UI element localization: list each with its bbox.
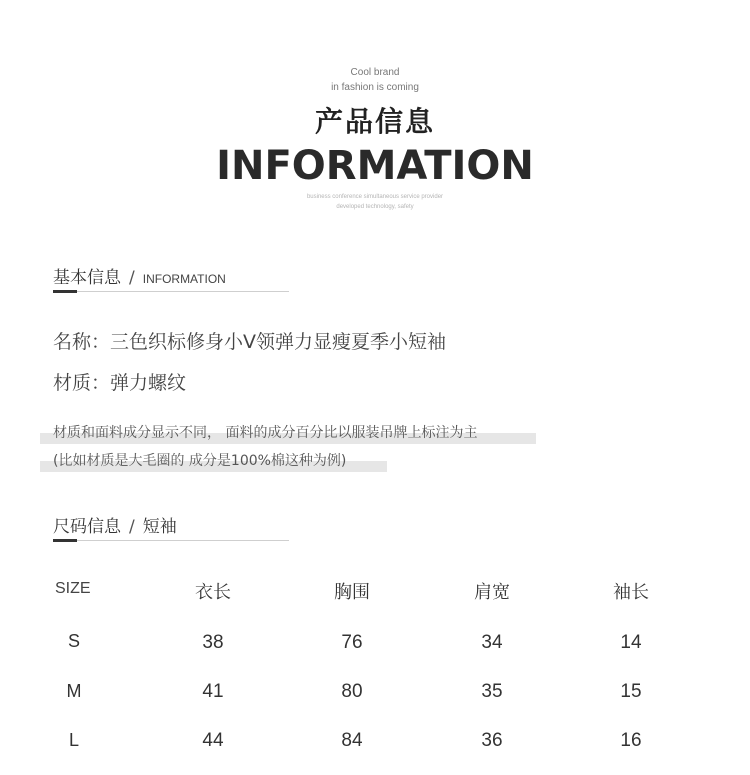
table-row-size: L (68, 730, 79, 750)
table-cell: 41 (202, 681, 224, 702)
product-material: 材质：弹力螺纹 (53, 372, 187, 394)
size-column-header: SIZE (55, 580, 91, 597)
basic-info-divider-accent (53, 290, 77, 293)
table-cell: 76 (341, 632, 363, 653)
table-row-size: S (67, 631, 80, 651)
column-header-chest: 胸围 (334, 582, 370, 603)
size-info-heading-sub: 短袖 (142, 517, 177, 537)
table-cell: 15 (620, 681, 642, 702)
size-info-divider-accent (53, 539, 77, 542)
size-info-heading (53, 512, 177, 537)
column-header-length: 衣长 (195, 582, 231, 603)
note-line-1: 材质和面料成分显示不同， 面料的成分百分比以服装吊牌上标注为主 (53, 425, 478, 441)
heading-separator: / (129, 517, 135, 537)
basic-info-heading-en: INFORMATION (142, 272, 226, 286)
basic-info-divider (53, 291, 289, 292)
heading-separator: / (129, 268, 135, 288)
basic-info-heading-cn: 基本信息 (53, 268, 121, 288)
table-cell: 34 (481, 632, 503, 653)
brand-line-2: in fashion is coming (331, 82, 419, 93)
page-title-en: INFORMATION (216, 143, 534, 189)
basic-info-heading (53, 263, 226, 288)
table-cell: 16 (620, 730, 642, 751)
page-title-cn: 产品信息 (314, 105, 435, 138)
brand-line-1: Cool brand (350, 67, 400, 78)
tagline-2: developed technology, safety (336, 204, 414, 210)
table-cell: 38 (202, 632, 224, 653)
size-info-heading-cn: 尺码信息 (53, 517, 121, 537)
tagline-1: business conference simultaneous service provider (306, 194, 444, 200)
table-cell: 36 (481, 730, 503, 751)
note-line-2: (比如材质是大毛圈的 成分是100%棉这种为例) (53, 453, 347, 469)
table-cell: 14 (620, 632, 642, 653)
column-header-shoulder: 肩宽 (474, 582, 510, 603)
table-row-size: M (66, 681, 82, 701)
table-cell: 80 (341, 681, 363, 702)
product-name: 名称：三色织标修身小V领弹力显瘦夏季小短袖 (53, 331, 446, 353)
size-info-divider (53, 540, 289, 541)
table-cell: 84 (341, 730, 363, 751)
table-cell: 44 (202, 730, 224, 751)
column-header-sleeve: 袖长 (613, 582, 649, 603)
table-cell: 35 (481, 681, 503, 702)
